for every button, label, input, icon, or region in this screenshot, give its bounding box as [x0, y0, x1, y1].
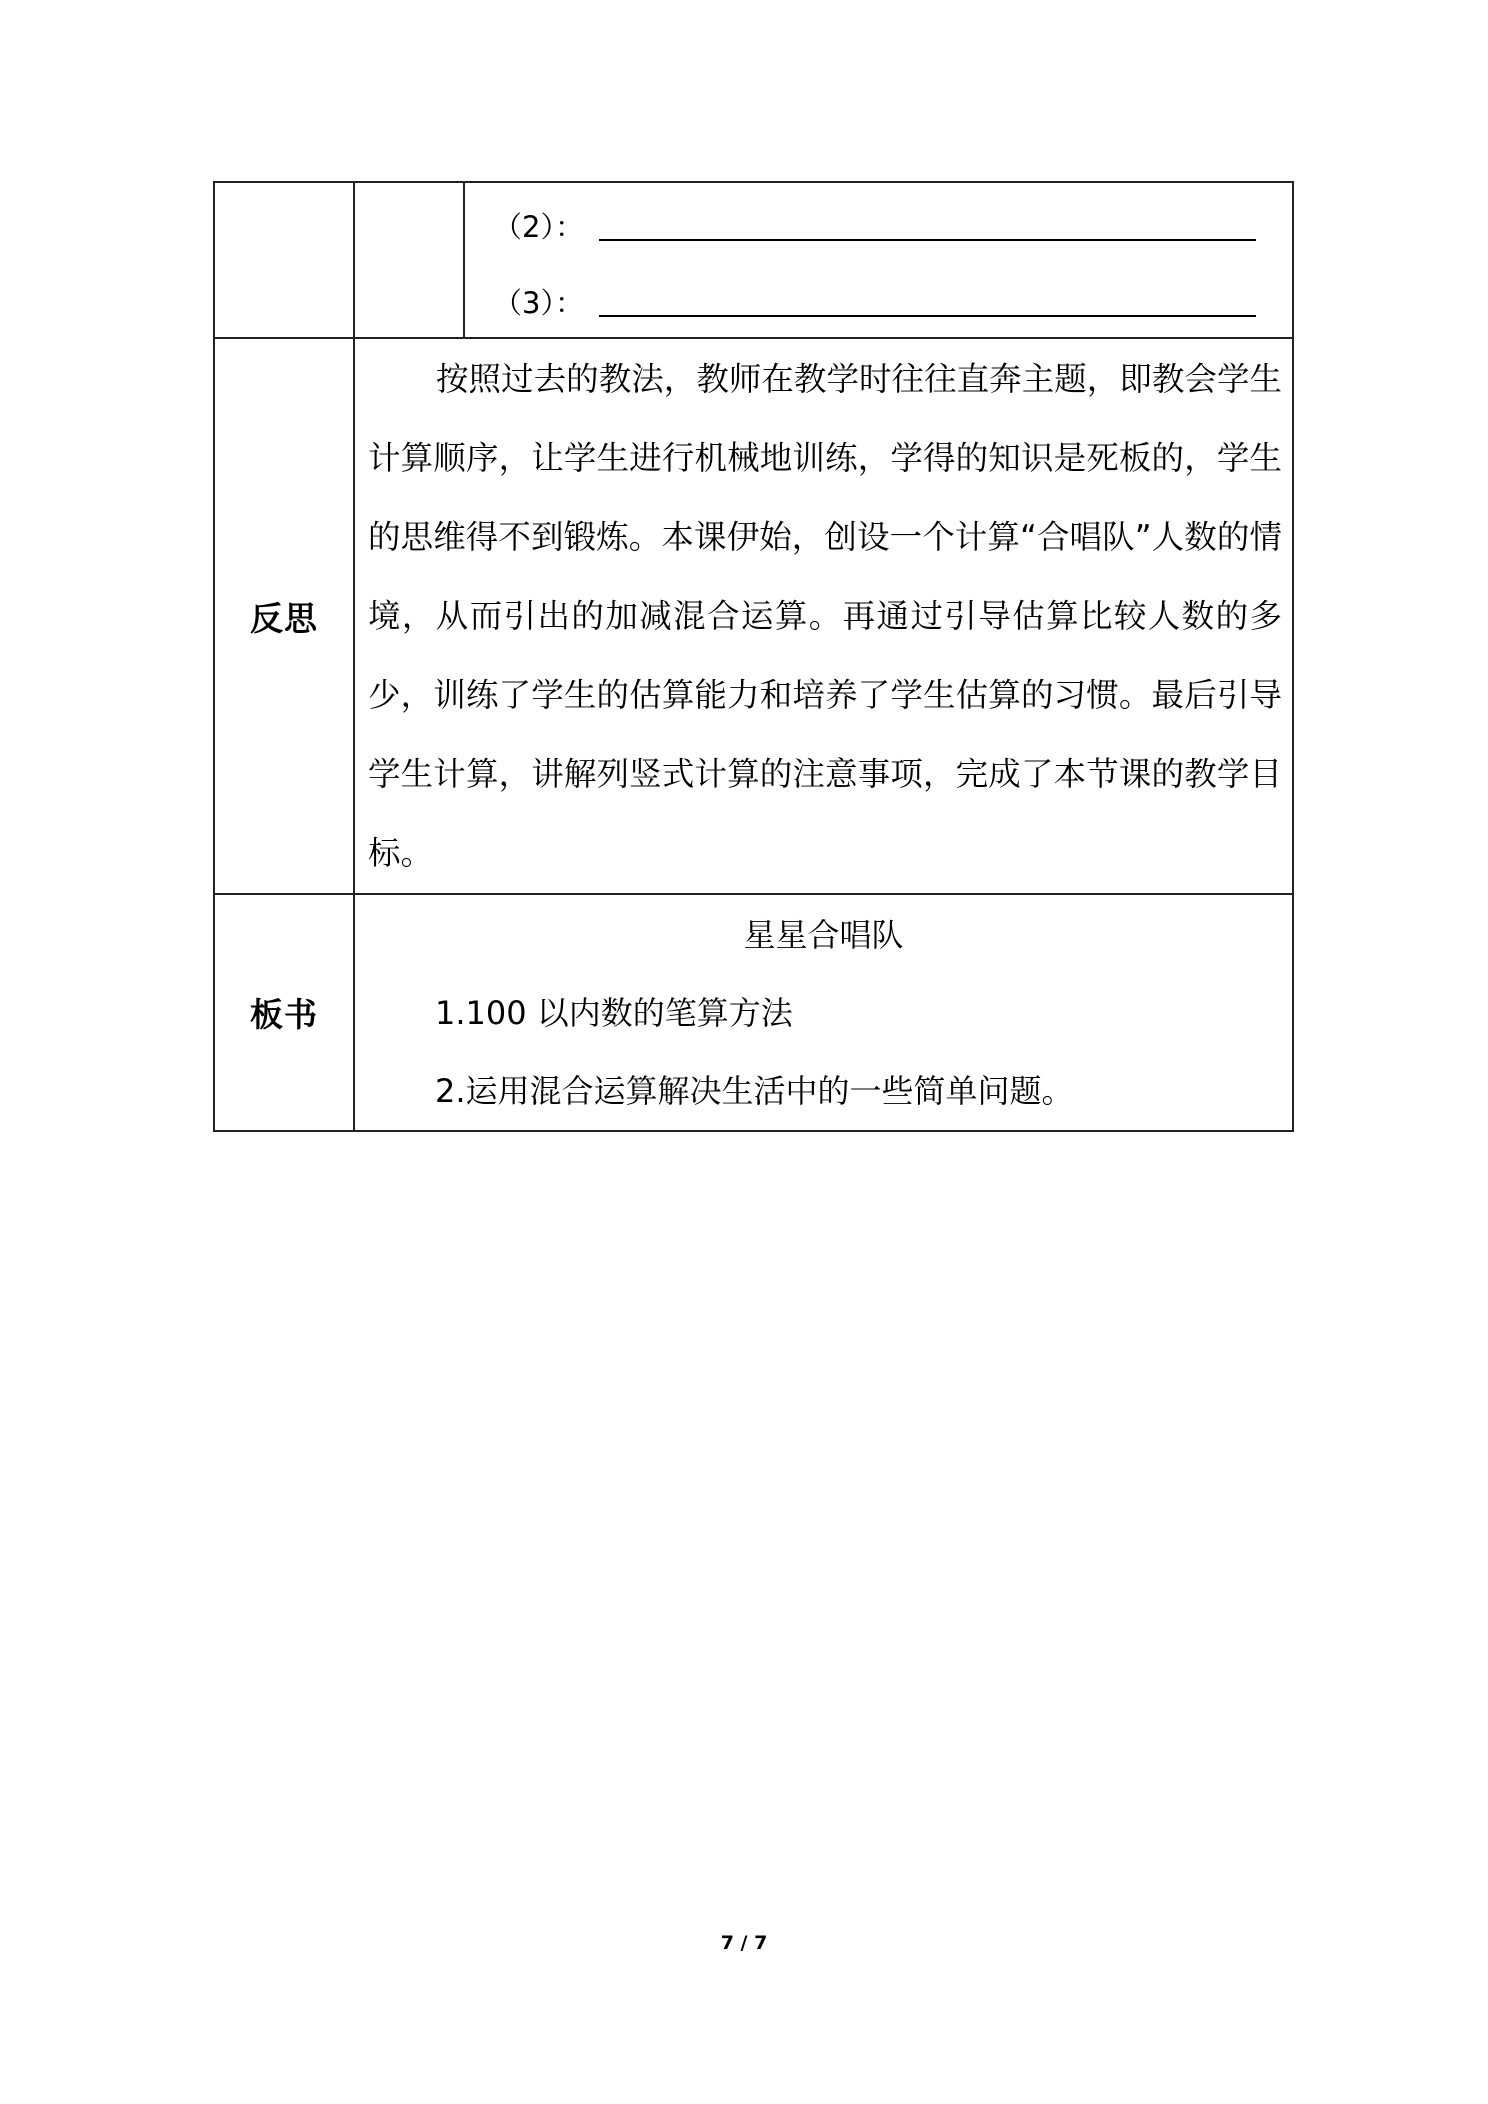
blank-item-3-underline [599, 315, 1256, 317]
reflection-label: 反思 [214, 338, 354, 894]
board-cell [354, 894, 1293, 1131]
blank-item-3-label: （3）： [493, 286, 584, 320]
board-title: 星星合唱队 [743, 916, 904, 954]
board-item-1: 1.100 以内数的笔算方法 [435, 994, 793, 1032]
empty-sub-cell [354, 182, 464, 338]
board-content [355, 895, 1292, 1130]
blank-item-2-underline [599, 239, 1256, 241]
empty-label-cell [214, 182, 354, 338]
lesson-plan-table [213, 181, 1294, 1132]
blanks-cell [464, 182, 1293, 338]
reflection-text: 按照过去的教法，教师在教学时往往直奔主题，即教会学生计算顺序，让学生进行机械地训练，学得的知识是死板的，学生的思维得不到锻炼。本课伊始，创设一个计算“合唱队”人数的情境，从而引出的加减混合运算。再通过引导估算比较人数的多少，训练了学生的估算能力和培养了学生估算的习惯。最后引导学生计算，讲解列竖式计算的注意事项，完成了本节课的教学目标。 [368, 360, 1282, 872]
blank-item-2 [465, 183, 1292, 259]
blank-item-3 [465, 259, 1292, 335]
blanks-row [214, 182, 1293, 338]
board-row [214, 894, 1293, 1131]
board-item-2: 2.运用混合运算解决生活中的一些简单问题。 [435, 1072, 1074, 1110]
page-number: 7 / 7 [720, 1932, 768, 1954]
blank-item-2-label: （2）： [493, 210, 584, 244]
board-label: 板书 [214, 894, 354, 1131]
reflection-row [214, 338, 1293, 894]
reflection-cell [354, 338, 1293, 894]
